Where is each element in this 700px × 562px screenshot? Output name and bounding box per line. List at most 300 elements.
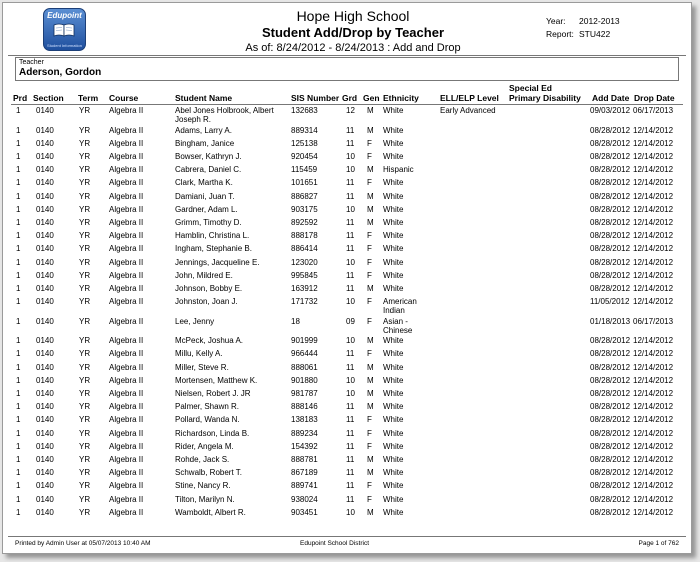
row-drop-date: 12/14/2012 [633,375,674,385]
row-add-date: 08/28/2012 [590,217,631,227]
row-grd: 10 [346,204,355,214]
row-ethnicity: White [383,191,404,201]
report-meta [546,29,611,39]
row-course: Algebra II [109,441,144,451]
row-grd: 10 [346,375,355,385]
row-grd: 11 [346,494,355,504]
row-student-name: Grimm, Timothy D. [175,217,242,227]
row-course: Algebra II [109,191,144,201]
row-term: YR [79,507,91,517]
row-sis-number: 101651 [291,178,318,188]
row-term: YR [79,244,91,254]
row-ethnicity: White [383,468,404,478]
row-gen: F [367,138,372,148]
row-sis-number: 886827 [291,191,318,201]
page-number: Page 1 of 762 [638,540,679,547]
row-sis-number: 888178 [291,231,318,241]
row-term: YR [79,138,91,148]
row-student-name: Miller, Steve R. [175,362,229,372]
row-add-date: 08/28/2012 [590,428,631,438]
row-section: 0140 [36,257,54,267]
row-course: Algebra II [109,507,144,517]
row-prd: 1 [16,349,21,359]
row-add-date: 08/28/2012 [590,231,631,241]
col-sis-number: SIS Number [291,93,340,103]
row-course: Algebra II [109,270,144,280]
row-add-date: 08/28/2012 [590,191,631,201]
row-prd: 1 [16,283,21,293]
row-course: Algebra II [109,494,144,504]
row-add-date: 08/28/2012 [590,494,631,504]
row-sis-number: 938024 [291,494,318,504]
row-add-date: 08/28/2012 [590,336,631,346]
row-student-name: Stine, Nancy R. [175,481,231,491]
row-grd: 11 [346,362,355,372]
row-course: Algebra II [109,204,144,214]
row-course: Algebra II [109,257,144,267]
row-term: YR [79,468,91,478]
row-section: 0140 [36,362,54,372]
report-label: Report: [546,29,574,39]
row-grd: 11 [346,125,355,135]
col-student-name: Student Name [175,93,233,103]
row-sis-number: 867189 [291,468,318,478]
row-ethnicity: White [383,454,404,464]
row-section: 0140 [36,316,54,326]
row-student-name: Ingham, Stephanie B. [175,244,252,254]
row-ethnicity: White [383,375,404,385]
row-sis-number: 903451 [291,507,318,517]
row-grd: 11 [346,138,355,148]
row-drop-date: 12/14/2012 [633,507,674,517]
row-section: 0140 [36,402,54,412]
row-prd: 1 [16,204,21,214]
row-add-date: 08/28/2012 [590,178,631,188]
row-sis-number: 888061 [291,362,318,372]
row-gen: F [367,151,372,161]
row-ethnicity: White [383,336,404,346]
row-ethnicity: White [383,441,404,451]
row-section: 0140 [36,468,54,478]
row-student-name: Jennings, Jacqueline E. [175,257,260,267]
row-gen: M [367,217,374,227]
row-sis-number: 132683 [291,106,318,115]
row-add-date: 08/28/2012 [590,454,631,464]
row-grd: 12 [346,106,355,115]
row-sis-number: 886414 [291,244,318,254]
row-term: YR [79,362,91,372]
row-prd: 1 [16,151,21,161]
row-drop-date: 12/14/2012 [633,231,674,241]
row-student-name: Cabrera, Daniel C. [175,165,242,175]
row-term: YR [79,441,91,451]
row-term: YR [79,428,91,438]
row-add-date: 08/28/2012 [590,415,631,425]
year-meta [546,16,620,26]
row-grd: 10 [346,297,355,307]
row-ethnicity: White [383,362,404,372]
col-gen: Gen [363,93,380,103]
row-grd: 10 [346,336,355,346]
row-drop-date: 12/14/2012 [633,468,674,478]
row-add-date: 08/28/2012 [590,481,631,491]
row-student-name: Hamblin, Christina L. [175,231,250,241]
row-ethnicity: White [383,125,404,135]
row-gen: F [367,257,372,267]
row-ethnicity: White [383,349,404,359]
row-sis-number: 889741 [291,481,318,491]
row-ethnicity: American [383,297,417,307]
row-student-name: Nielsen, Robert J. JR [175,388,251,398]
row-ethnicity: White [383,507,404,517]
row-add-date: 08/28/2012 [590,507,631,517]
row-course: Algebra II [109,468,144,478]
row-add-date: 08/28/2012 [590,388,631,398]
row-section: 0140 [36,204,54,214]
row-drop-date: 12/14/2012 [633,402,674,412]
row-section: 0140 [36,151,54,161]
row-drop-date: 12/14/2012 [633,165,674,175]
teacher-box [15,57,679,81]
row-grd: 11 [346,441,355,451]
row-section: 0140 [36,375,54,385]
row-term: YR [79,151,91,161]
row-drop-date: 12/14/2012 [633,204,674,214]
row-prd: 1 [16,388,21,398]
row-gen: F [367,178,372,188]
col-ethnicity: Ethnicity [383,93,419,103]
row-gen: F [367,316,372,326]
row-sis-number: 171732 [291,297,318,307]
row-gen: M [367,388,374,398]
row-student-name-cont: Joseph R. [175,115,212,124]
row-add-date: 09/03/2012 [590,106,631,115]
row-prd: 1 [16,468,21,478]
row-course: Algebra II [109,151,144,161]
row-add-date: 08/28/2012 [590,402,631,412]
row-prd: 1 [16,481,21,491]
row-grd: 11 [346,454,355,464]
row-gen: M [367,454,374,464]
row-add-date: 08/28/2012 [590,204,631,214]
row-grd: 11 [346,402,355,412]
row-course: Algebra II [109,178,144,188]
row-sis-number: 892592 [291,217,318,227]
row-grd: 10 [346,257,355,267]
row-section: 0140 [36,494,54,504]
row-course: Algebra II [109,388,144,398]
row-grd: 10 [346,507,355,517]
row-term: YR [79,316,91,326]
row-course: Algebra II [109,217,144,227]
row-prd: 1 [16,244,21,254]
row-ethnicity: White [383,402,404,412]
row-prd: 1 [16,178,21,188]
row-drop-date: 12/14/2012 [633,244,674,254]
row-add-date: 08/28/2012 [590,362,631,372]
row-ethnicity: White [383,270,404,280]
header-divider [8,55,686,56]
row-section: 0140 [36,231,54,241]
row-section: 0140 [36,428,54,438]
date-range: As of: 8/24/2012 - 8/24/2013 : Add and Drop [245,42,461,54]
row-grd: 11 [346,481,355,491]
col-primary-disability: Primary Disability [509,93,581,103]
row-gen: F [367,428,372,438]
row-grd: 11 [346,270,355,280]
row-section: 0140 [36,191,54,201]
row-prd: 1 [16,138,21,148]
row-ethnicity: White [383,138,404,148]
row-drop-date: 06/17/2013 [633,316,674,326]
row-term: YR [79,191,91,201]
row-section: 0140 [36,507,54,517]
row-grd: 10 [346,388,355,398]
row-ethnicity: White [383,415,404,425]
row-sis-number: 901999 [291,336,318,346]
report-page [2,2,692,554]
row-course: Algebra II [109,336,144,346]
row-add-date: 08/28/2012 [590,244,631,254]
row-ethnicity: White [383,494,404,504]
row-drop-date: 12/14/2012 [633,151,674,161]
report-title: Student Add/Drop by Teacher [261,25,444,40]
row-section: 0140 [36,106,54,115]
row-ethnicity: White [383,244,404,254]
row-section: 0140 [36,244,54,254]
row-section: 0140 [36,178,54,188]
row-student-name: Rohde, Jack S. [175,454,230,464]
row-gen: F [367,349,372,359]
row-term: YR [79,217,91,227]
row-student-name: Gardner, Adam L. [175,204,238,214]
col-prd: Prd [13,93,28,103]
row-grd: 11 [346,468,355,478]
row-drop-date: 12/14/2012 [633,257,674,267]
row-drop-date: 12/14/2012 [633,217,674,227]
row-term: YR [79,349,91,359]
row-term: YR [79,204,91,214]
row-gen: M [367,125,374,135]
column-header-rule [11,104,683,105]
row-drop-date: 12/14/2012 [633,191,674,201]
row-sis-number: 889314 [291,125,318,135]
row-course: Algebra II [109,231,144,241]
row-drop-date: 12/14/2012 [633,178,674,188]
row-student-name: Pollard, Wanda N. [175,415,240,425]
row-student-name: Mortensen, Matthew K. [175,375,258,385]
row-ethnicity: Asian - [383,316,408,326]
row-drop-date: 12/14/2012 [633,297,674,307]
row-sis-number: 981787 [291,388,318,398]
row-prd: 1 [16,494,21,504]
row-sis-number: 125138 [291,138,318,148]
row-sis-number: 995845 [291,270,318,280]
row-sis-number: 163912 [291,283,318,293]
row-drop-date: 12/14/2012 [633,454,674,464]
row-student-name: Palmer, Shawn R. [175,402,240,412]
col-add-date: Add Date [592,93,630,103]
row-gen: M [367,375,374,385]
row-prd: 1 [16,507,21,517]
row-grd: 11 [346,349,355,359]
row-gen: M [367,283,374,293]
row-prd: 1 [16,402,21,412]
row-gen: M [367,204,374,214]
row-add-date: 08/28/2012 [590,270,631,280]
row-gen: M [367,165,374,175]
logo-subtitle: Student Information [47,43,82,48]
row-add-date: 08/28/2012 [590,468,631,478]
row-ethnicity: White [383,204,404,214]
row-sis-number: 888781 [291,454,318,464]
row-term: YR [79,494,91,504]
row-term: YR [79,231,91,241]
row-gen: M [367,362,374,372]
row-prd: 1 [16,454,21,464]
row-drop-date: 12/14/2012 [633,336,674,346]
row-term: YR [79,125,91,135]
row-gen: M [367,468,374,478]
row-student-name: Abel Jones Holbrook, Albert [175,106,274,115]
col-course: Course [109,93,139,103]
row-term: YR [79,402,91,412]
row-student-name: Clark, Martha K. [175,178,233,188]
row-sis-number: 966444 [291,349,318,359]
row-section: 0140 [36,138,54,148]
row-gen: M [367,191,374,201]
row-ethnicity: White [383,428,404,438]
row-drop-date: 12/14/2012 [633,270,674,280]
row-term: YR [79,178,91,188]
row-student-name: Schwalb, Robert T. [175,468,242,478]
year-value: 2012-2013 [579,16,620,26]
row-course: Algebra II [109,454,144,464]
row-ethnicity: White [383,481,404,491]
row-term: YR [79,388,91,398]
row-course: Algebra II [109,125,144,135]
col-ell-level: ELL/ELP Level [440,93,499,103]
row-sis-number: 123020 [291,257,318,267]
row-prd: 1 [16,297,21,307]
row-prd: 1 [16,428,21,438]
row-add-date: 08/28/2012 [590,125,631,135]
row-student-name: Adams, Larry A. [175,125,232,135]
row-ethnicity: White [383,178,404,188]
row-course: Algebra II [109,106,144,115]
row-gen: F [367,441,372,451]
row-ethnicity: White [383,106,404,115]
row-term: YR [79,257,91,267]
row-ethnicity: White [383,388,404,398]
row-student-name: Richardson, Linda B. [175,428,250,438]
row-student-name: Rider, Angela M. [175,441,234,451]
row-term: YR [79,165,91,175]
row-section: 0140 [36,441,54,451]
row-section: 0140 [36,336,54,346]
row-grd: 11 [346,428,355,438]
row-course: Algebra II [109,375,144,385]
row-drop-date: 06/17/2013 [633,106,674,115]
row-add-date: 08/28/2012 [590,151,631,161]
row-sis-number: 18 [291,316,300,326]
row-section: 0140 [36,481,54,491]
row-prd: 1 [16,316,21,326]
row-prd: 1 [16,336,21,346]
row-gen: M [367,507,374,517]
row-grd: 11 [346,415,355,425]
row-ethnicity: White [383,257,404,267]
row-drop-date: 12/14/2012 [633,428,674,438]
row-drop-date: 12/14/2012 [633,125,674,135]
row-prd: 1 [16,441,21,451]
row-prd: 1 [16,375,21,385]
row-term: YR [79,454,91,464]
row-prd: 1 [16,217,21,227]
row-gen: M [367,106,374,115]
row-student-name: Damiani, Juan T. [175,191,235,201]
row-add-date: 08/28/2012 [590,441,631,451]
row-student-name: Johnson, Bobby E. [175,283,243,293]
row-grd: 10 [346,165,355,175]
row-student-name: John, Mildred E. [175,270,233,280]
row-prd: 1 [16,270,21,280]
row-prd: 1 [16,106,21,115]
row-ethnicity: White [383,231,404,241]
row-sis-number: 138183 [291,415,318,425]
row-student-name: Bowser, Kathryn J. [175,151,242,161]
logo-text: Edupoint [47,11,82,20]
row-gen: M [367,402,374,412]
row-prd: 1 [16,362,21,372]
row-term: YR [79,415,91,425]
row-sis-number: 901880 [291,375,318,385]
row-section: 0140 [36,165,54,175]
row-student-name: McPeck, Joshua A. [175,336,244,346]
row-drop-date: 12/14/2012 [633,362,674,372]
row-prd: 1 [16,191,21,201]
row-add-date: 01/18/2013 [590,316,631,326]
row-prd: 1 [16,415,21,425]
row-term: YR [79,297,91,307]
row-prd: 1 [16,257,21,267]
row-course: Algebra II [109,481,144,491]
row-gen: F [367,244,372,254]
row-ethnicity: White [383,283,404,293]
row-course: Algebra II [109,402,144,412]
row-term: YR [79,375,91,385]
row-add-date: 08/28/2012 [590,349,631,359]
printed-by: Printed by Admin User at 05/07/2013 10:40 AM [15,540,151,547]
row-add-date: 08/28/2012 [590,165,631,175]
row-add-date: 08/28/2012 [590,283,631,293]
row-student-name: Lee, Jenny [175,316,215,326]
row-course: Algebra II [109,297,144,307]
row-sis-number: 115459 [291,165,318,175]
row-section: 0140 [36,349,54,359]
row-add-date: 08/28/2012 [590,257,631,267]
row-course: Algebra II [109,349,144,359]
col-drop-date: Drop Date [634,93,675,103]
row-course: Algebra II [109,165,144,175]
row-course: Algebra II [109,138,144,148]
row-drop-date: 12/14/2012 [633,388,674,398]
row-sis-number: 920454 [291,151,318,161]
row-gen: F [367,270,372,280]
row-grd: 11 [346,191,355,201]
row-drop-date: 12/14/2012 [633,283,674,293]
report-value: STU422 [579,29,611,39]
